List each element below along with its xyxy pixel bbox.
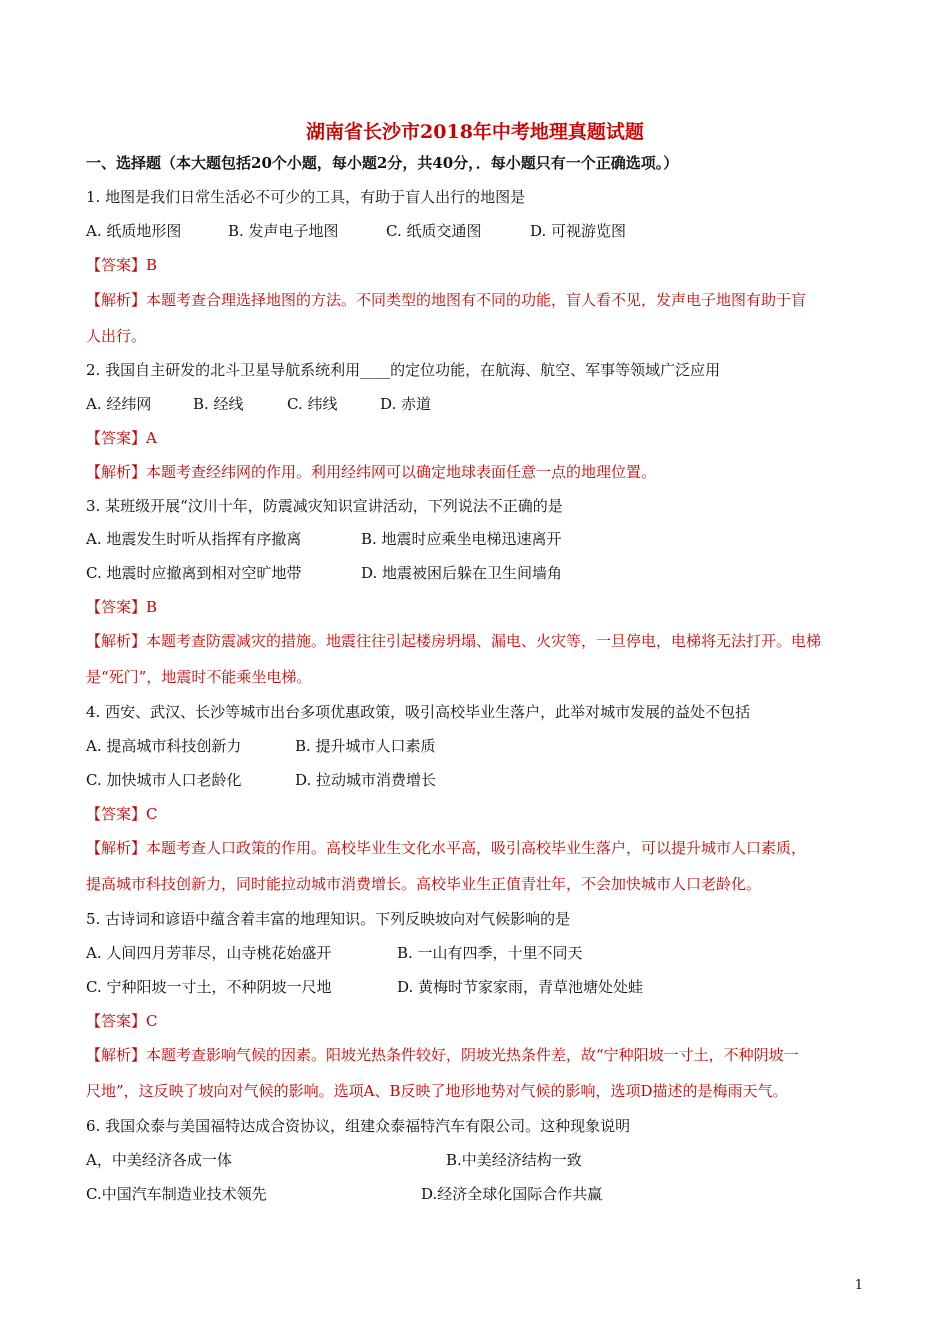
- q2-option-d: D. 赤道: [380, 395, 432, 413]
- q6-option-a: A，中美经济各成一体: [86, 1151, 232, 1169]
- q4-explanation-line1: 【解析】本题考查人口政策的作用。高校毕业生文化水平高，吸引高校毕业生落户，可以提升城市人口素质，: [86, 839, 807, 857]
- q4-explanation-line2: 提高城市科技创新力，同时能拉动城市消费增长。高校毕业生正值青壮年，不会加快城市人口老龄化。: [86, 875, 762, 893]
- q5-option-a: A. 人间四月芳菲尽，山寺桃花始盛开: [86, 944, 332, 962]
- question-5-stem: 5. 古诗词和谚语中蕴含着丰富的地理知识。下列反映坡向对气候影响的是: [86, 910, 571, 928]
- page-title: 湖南省长沙市2018年中考地理真题试题: [306, 121, 644, 143]
- q5-explanation-line2: 尺地”，这反映了坡向对气候的影响。选项A、B反映了地形地势对气候的影响，选项D描述的是梅雨天气。: [86, 1082, 788, 1100]
- q3-option-d: D. 地震被困后躲在卫生间墙角: [361, 564, 563, 582]
- q5-option-d: D. 黄梅时节家家雨，青草池塘处处蛙: [397, 978, 644, 996]
- q4-option-a: A. 提高城市科技创新力: [86, 737, 242, 755]
- q3-option-b: B. 地震时应乘坐电梯迅速离开: [361, 530, 562, 548]
- question-6-stem: 6. 我国众泰与美国福特达成合资协议，组建众泰福特汽车有限公司。这种现象说明: [86, 1117, 631, 1135]
- q2-answer: 【答案】A: [86, 429, 157, 447]
- q6-option-c: C.中国汽车制造业技术领先: [86, 1185, 267, 1203]
- q2-option-a: A. 经纬网: [86, 395, 152, 413]
- q1-answer: 【答案】B: [86, 256, 158, 274]
- q5-explanation-line1: 【解析】本题考查影响气候的因素。阳坡光热条件较好，阴坡光热条件差，故“宁种阳坡一寸土，不种阴坡一: [86, 1046, 799, 1064]
- question-2-stem: 2. 我国自主研发的北斗卫星导航系统利用____的定位功能，在航海、航空、军事等领域广泛应用: [86, 361, 721, 379]
- q5-answer: 【答案】C: [86, 1012, 158, 1030]
- q6-option-d: D.经济全球化国际合作共赢: [421, 1185, 603, 1203]
- question-1-stem: 1. 地图是我们日常生活必不可少的工具，有助于盲人出行的地图是: [86, 188, 526, 206]
- q4-answer: 【答案】C: [86, 805, 158, 823]
- q3-answer: 【答案】B: [86, 598, 158, 616]
- q1-option-c: C. 纸质交通图: [386, 222, 482, 240]
- question-4-stem: 4. 西安、武汉、长沙等城市出台多项优惠政策，吸引高校毕业生落户，此举对城市发展的益处不包括: [86, 703, 751, 721]
- q3-explanation-line1: 【解析】本题考查防震减灾的措施。地震往往引起楼房坍塌、漏电、火灾等，一旦停电，电梯将无法打开。电梯: [86, 632, 822, 650]
- page-number: 1: [854, 1278, 863, 1293]
- q4-option-b: B. 提升城市人口素质: [295, 737, 436, 755]
- q5-option-b: B. 一山有四季，十里不同天: [397, 944, 583, 962]
- q1-option-d: D. 可视游览图: [530, 222, 627, 240]
- q3-option-a: A. 地震发生时听从指挥有序撤离: [86, 530, 302, 548]
- q3-option-c: C. 地震时应撤离到相对空旷地带: [86, 564, 302, 582]
- section-heading: 一、选择题（本大题包括20个小题，每小题2分，共40分，．每小题只有一个正确选项。）: [86, 154, 679, 172]
- question-3-stem: 3. 某班级开展“汶川十年，防震减灾知识宣讲活动，下列说法不正确的是: [86, 497, 563, 515]
- q2-option-c: C. 纬线: [287, 395, 338, 413]
- q3-explanation-line2: 是“死门”，地震时不能乘坐电梯。: [86, 668, 312, 686]
- q2-explanation-line1: 【解析】本题考查经纬网的作用。利用经纬网可以确定地球表面任意一点的地理位置。: [86, 463, 657, 481]
- q1-explanation-line1: 【解析】本题考查合理选择地图的方法。不同类型的地图有不同的功能，盲人看不见，发声电子地图有助于盲: [86, 291, 807, 309]
- q4-option-c: C. 加快城市人口老龄化: [86, 771, 242, 789]
- q1-option-a: A. 纸质地形图: [86, 222, 182, 240]
- q1-option-b: B. 发声电子地图: [228, 222, 339, 240]
- q4-option-d: D. 拉动城市消费增长: [295, 771, 437, 789]
- q1-explanation-line2: 人出行。: [86, 327, 147, 345]
- q2-option-b: B. 经线: [193, 395, 244, 413]
- q6-option-b: B.中美经济结构一致: [446, 1151, 582, 1169]
- q5-option-c: C. 宁种阳坡一寸土，不种阴坡一尺地: [86, 978, 332, 996]
